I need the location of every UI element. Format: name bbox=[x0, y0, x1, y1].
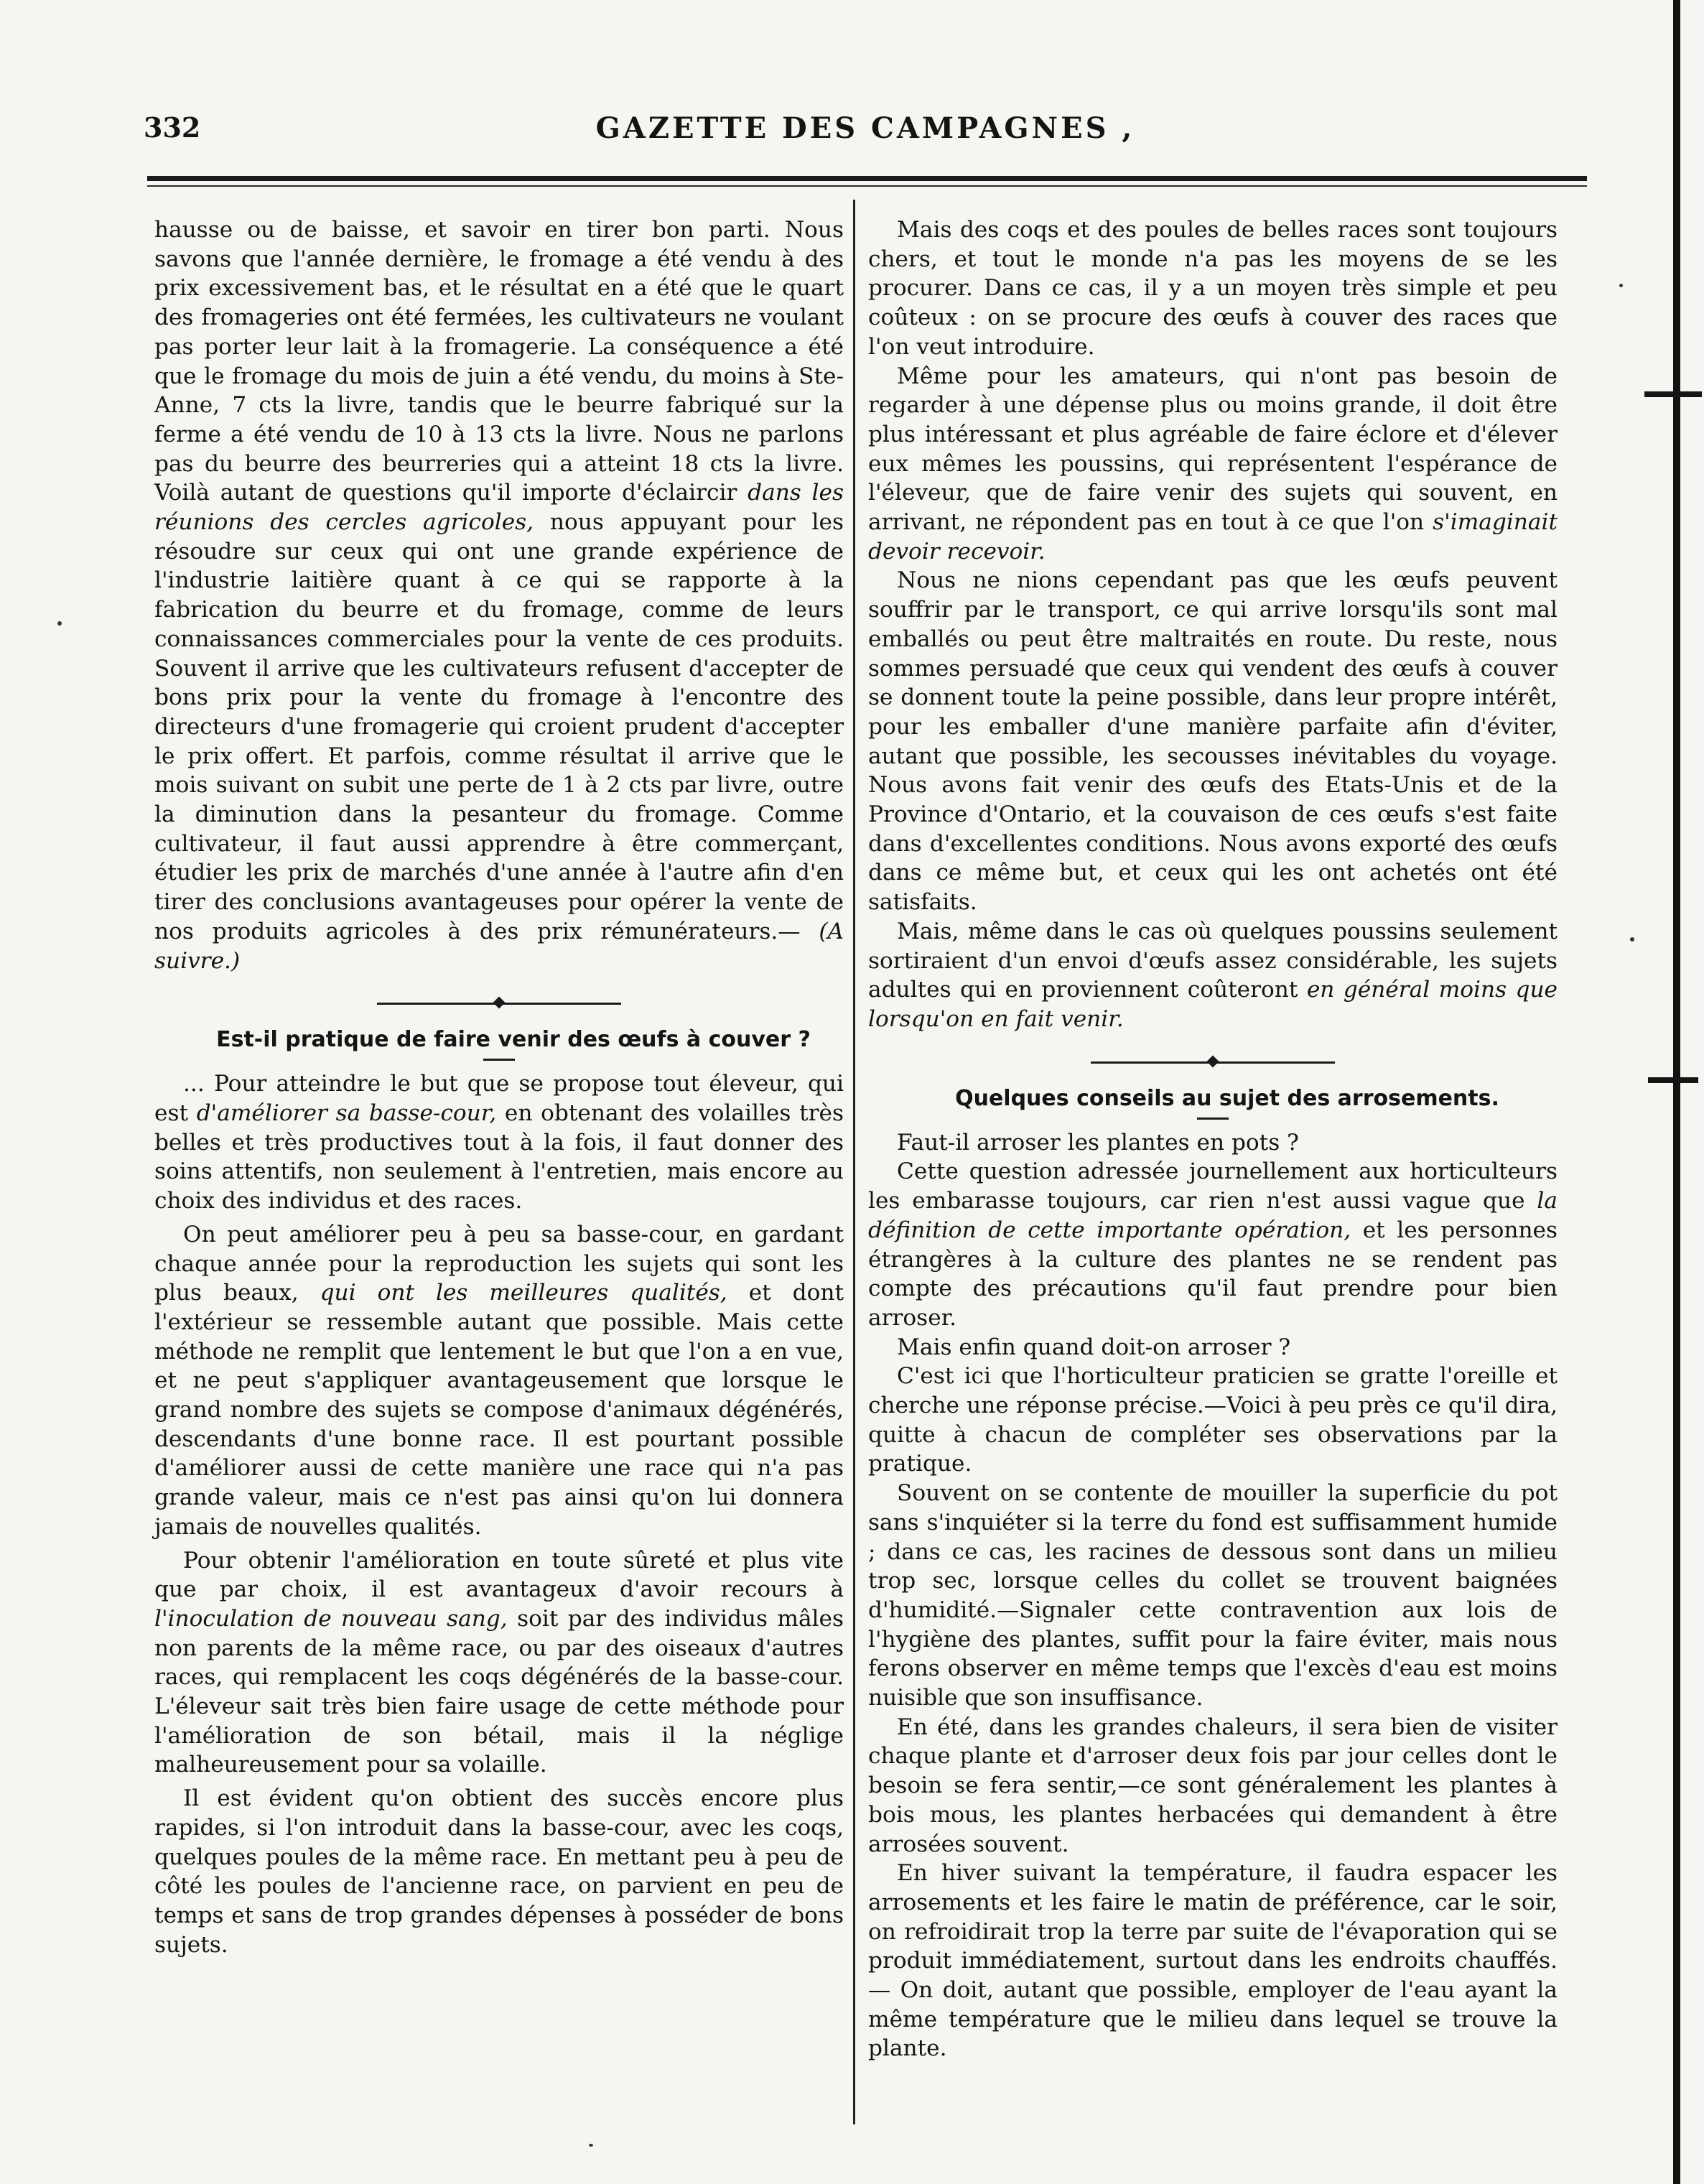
paragraph: Souvent on se contente de mouiller la superficie du pot sans s'inquiéter si la terre du fond est suffisamment humide ; dans ce cas, les racines de dessous sont dans un milieu trop sec, lorsque celles du collet se trouvent baignées d'humidité.—Signaler cette contravention aux lois de l'hygiène des plantes, suffit pour la faire éviter, mais nous ferons observer en même temps que l'excès d'eau est moins nuisible que son insuffisance. bbox=[868, 1480, 1558, 1711]
scan-speck bbox=[589, 2144, 593, 2147]
paragraph: Nous ne nions cependant pas que les œufs peuvent souffrir par le transport, ce qui arrive lorsqu'ils sont mal emballés ou peut être maltraités en route. Du reste, nous sommes persuadé que ceux qui vendent des œufs à couver se donnent toute la peine possible, dans leur propre intérêt, pour les emballer d'une manière parfaite afin d'éviter, autant que possible, les secousses inévitables du voyage. Nous avons fait venir des œufs des Etats-Unis et de la Province d'Ontario, et la couvaison de ces œufs s'est faite dans d'excellentes conditions. Nous avons exporté des œufs dans ce même but, et ceux qui les ont achetés ont été satisfaits. bbox=[868, 567, 1558, 916]
paragraph: C'est ici que l'horticulteur praticien se gratte l'oreille et cherche une réponse précise.—Voici à peu près ce qu'il dira, quitte à chacun de compléter ses observations par la pratique. bbox=[868, 1363, 1558, 1477]
left-column bbox=[154, 215, 844, 1959]
paragraph: Il est évident qu'on obtient des succès encore plus rapides, si l'on introduit dans la basse-cour, avec les coqs, quelques poules de la même race. En mettant peu à peu de côté les poules de l'ancienne race, on parvient en peu de temps et sans de trop grandes dépenses à posséder de bons sujets. bbox=[154, 1785, 844, 1958]
header-rule-thick bbox=[147, 176, 1587, 181]
paragraph: Cette question adressée journellement aux horticulteurs les embarasse toujours, car rien n'est aussi vague que la définition de cette importante opération, et les personnes étrangères à la culture des plantes ne se rendent pas compte des précautions qu'il faut prendre pour bien arroser. bbox=[868, 1158, 1558, 1331]
paragraph: En été, dans les grandes chaleurs, il sera bien de visiter chaque plante et d'arroser deux fois par jour celles dont le besoin se fera sentir,—ce sont généralement les plantes à bois mous, les plantes herbacées qui demandent à être arrosées souvent. bbox=[868, 1714, 1558, 1857]
section-ornament-rule bbox=[377, 998, 621, 1008]
scan-speck bbox=[1619, 284, 1623, 287]
paragraph: Mais, même dans le cas où quelques poussins seulement sortiraient d'un envoi d'œufs assez considérable, les sujets adultes qui en proviennent coûteront en général moins que lorsqu'on en fait venir. bbox=[868, 918, 1558, 1032]
edge-mark bbox=[1648, 1077, 1698, 1083]
scan-speck bbox=[1630, 937, 1634, 942]
heading-short-rule bbox=[483, 1059, 515, 1061]
right-column bbox=[868, 215, 1558, 2063]
article-heading-oeufs: Est-il pratique de faire venir des œufs à couver ? bbox=[216, 1027, 811, 1053]
header-rule-thin bbox=[147, 185, 1587, 187]
running-header bbox=[144, 111, 1587, 154]
edge-mark bbox=[1644, 391, 1702, 397]
paragraph: Mais des coqs et des poules de belles races sont toujours chers, et tout le monde n'a pas les moyens de se les procurer. Dans ce cas, il y a un moyen très simple et peu coûteux : on se procure des œufs à couver des races que l'on veut introduire. bbox=[868, 217, 1558, 360]
heading-short-rule bbox=[1197, 1117, 1229, 1120]
article-continuation-paragraph: hausse ou de baisse, et savoir en tirer bon parti. Nous savons que l'année dernière, le fromage a été vendu à des prix excessivement bas, et le résultat en a été que le quart des fromageries ont été fermées, les cultivateurs ne voulant pas porter leur lait à la fromagerie. La conséquence a été que le fromage du mois de juin a été vendu, du moins à Ste-Anne, 7 cts la livre, tandis que le beurre fabriqué sur la ferme a été vendu de 10 à 13 cts la livre. Nous ne parlons pas du beurre des beurreries qui a atteint 18 cts la livre. Voilà autant de questions qu'il importe d'éclaircir dans les réunions des cercles agricoles, nous appuyant pour les résoudre sur ceux qui ont une grande expérience de l'industrie laitière quant à ce qui se rapporte à la fabrication du beurre et du fromage, comme de leurs connaissances commerciales pour la vente de ces produits. Souvent il arrive que les cultivateurs refusent d'accepter de bons prix pour la vente du fromage à l'encontre des directeurs d'une fromagerie qui croient prudent d'accepter le prix offert. Et parfois, comme résultat il arrive que le mois suivant on subit une perte de 1 à 2 cts par livre, outre la diminution dans la pesanteur du fromage. Comme cultivateur, il faut aussi apprendre à être commerçant, étudier les prix de marchés d'une année à l'autre afin d'en tirer des conclusions avantageuses pour opérer la vente de nos produits agricoles à des prix rémunérateurs.— (A suivre.) bbox=[154, 217, 844, 974]
paragraph: On peut améliorer peu à peu sa basse-cour, en gardant chaque année pour la reproduction les sujets qui sont les plus beaux, qui ont les meilleures qualités, et dont l'extérieur se ressemble autant que possible. Mais cette méthode ne remplit que lentement le but que l'on a en vue, et ne peut s'appliquer avantageusement que lorsque le grand nombre des sujets se compose d'animaux dégénérés, descendants d'une bonne race. Il est pourtant possible d'améliorer aussi de cette manière une race qui n'a pas grande valeur, mais ce n'est pas ainsi qu'on lui donnera jamais de nouvelles qualités. bbox=[154, 1221, 844, 1540]
binding-edge-bar bbox=[1673, 0, 1680, 2184]
paragraph: ... Pour atteindre le but que se propose tout éleveur, qui est d'améliorer sa basse-cour, en obtenant des volailles très belles et très productives tout à la fois, il faut donner des soins attentifs, non seulement à l'entretien, mais encore au choix des individus et des races. bbox=[154, 1071, 844, 1214]
scan-speck bbox=[57, 621, 62, 626]
page-number: 332 bbox=[144, 111, 201, 144]
question-line: Mais enfin quand doit-on arroser ? bbox=[897, 1334, 1291, 1360]
column-divider bbox=[853, 200, 855, 2124]
section-ornament-rule bbox=[1091, 1057, 1335, 1067]
paragraph: Pour obtenir l'amélioration en toute sûreté et plus vite que par choix, il est avantageux d'avoir recours à l'inoculation de nouveau sang, soit par des individus mâles non parents de la même race, ou par des oiseaux d'autres races, qui remplacent les coqs dégénérés de la basse-cour. L'éleveur sait très bien faire usage de cette méthode pour l'amélioration de son bétail, mais il la néglige malheureusement pour sa volaille. bbox=[154, 1547, 844, 1778]
paragraph: En hiver suivant la température, il faudra espacer les arrosements et les faire le matin de préférence, car le soir, on refroidirait trop la terre par suite de l'évaporation qui se produit immédiatement, surtout dans les endroits chauffés.— On doit, autant que possible, employer de l'eau ayant la même température que le milieu dans lequel se trouve la plante. bbox=[868, 1860, 1558, 2062]
paragraph: Même pour les amateurs, qui n'ont pas besoin de regarder à une dépense plus ou moins grande, il doit être plus intéressant et plus agréable de faire éclore et d'élever eux mêmes les poussins, qui représentent l'espérance de l'éleveur, que de faire venir des sujets qui souvent, en arrivant, ne répondent pas en tout à ce que l'on s'imaginait devoir recevoir. bbox=[868, 363, 1558, 564]
journal-title: GAZETTE DES CAMPAGNES , bbox=[595, 111, 1135, 145]
article-heading-arrosements: Quelques conseils au sujet des arrosements. bbox=[955, 1085, 1499, 1111]
question-line: Faut-il arroser les plantes en pots ? bbox=[897, 1129, 1299, 1156]
